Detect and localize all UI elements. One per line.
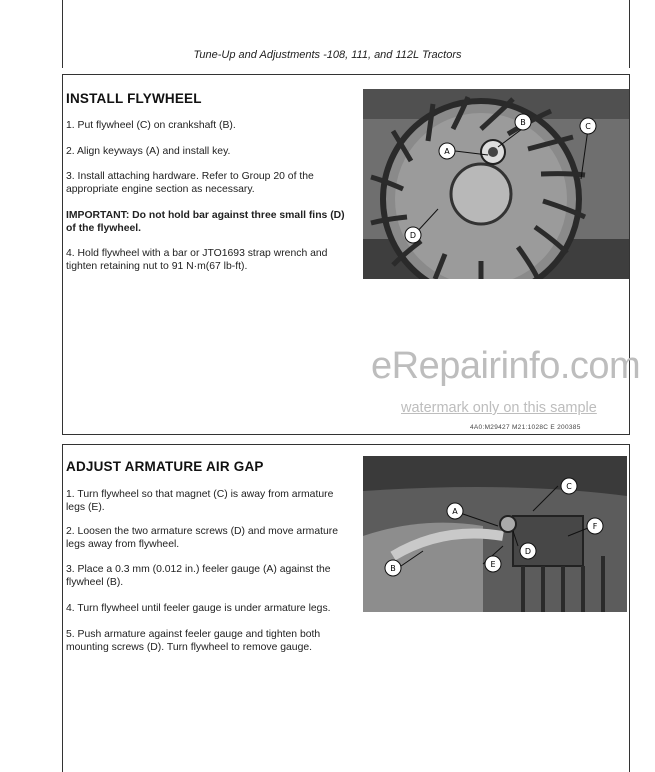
watermark-note: watermark only on this sample (401, 400, 597, 416)
callout-e2: E (490, 560, 496, 569)
section2-top-rule (62, 444, 630, 445)
section2-step-1: 1. Turn flywheel so that magnet (C) is away from armature legs (E). (66, 489, 334, 514)
section2-step-3: 3. Place a 0.3 mm (0.012 in.) feeler gauge (A) against the flywheel (B). (66, 564, 331, 589)
section1-step-2: 2. Align keyways (A) and install key. (66, 146, 231, 157)
section1-important-note: IMPORTANT: Do not hold bar against three small fins (D) of the flywheel. (66, 210, 345, 235)
section1-step-1: 1. Put flywheel (C) on crankshaft (B). (66, 120, 236, 131)
flywheel-photo (363, 89, 629, 279)
watermark-brand: eRepairinfo.com (371, 345, 641, 387)
section1-left-border (62, 74, 63, 434)
callout-b: B (520, 118, 526, 127)
section2-step-4: 4. Turn flywheel until feeler gauge is under armature legs. (66, 603, 331, 614)
page-header-title: Tune-Up and Adjustments -108, 111, and 112L Tractors (193, 49, 462, 61)
section1-step-3: 3. Install attaching hardware. Refer to Group 20 of the appropriate engine section as necessary. (66, 171, 314, 196)
flywheel-illustration (363, 89, 629, 279)
header-rule (62, 74, 630, 75)
armature-photo (363, 456, 627, 612)
callout-a: A (444, 147, 450, 156)
callout-c2: C (566, 482, 572, 491)
callout-b2: B (390, 564, 396, 573)
armature-illustration (363, 456, 627, 612)
section1-bottom-rule (62, 434, 630, 435)
section2-step-5: 5. Push armature against feeler gauge and tighten both mounting screws (D). Turn flywheel to remove gauge. (66, 629, 321, 654)
section2-left-border (62, 444, 63, 772)
callout-a2: A (452, 507, 458, 516)
section2-right-border (629, 444, 630, 772)
section1-reference-code: 4A0:M29427 M21:1028C E 200385 (470, 424, 581, 431)
section1-step-4: 4. Hold flywheel with a bar or JTO1693 strap wrench and tighten retaining nut to 91 N·m(67 lb-ft). (66, 248, 328, 273)
section2-step-2: 2. Loosen the two armature screws (D) and move armature legs away from flywheel. (66, 526, 339, 551)
section1-title: INSTALL FLYWHEEL (66, 91, 202, 106)
section2-title: ADJUST ARMATURE AIR GAP (66, 459, 264, 474)
callout-d2: D (524, 547, 532, 556)
callout-f2: F (592, 522, 598, 531)
callout-d: D (409, 231, 417, 240)
callout-c: C (585, 122, 591, 131)
